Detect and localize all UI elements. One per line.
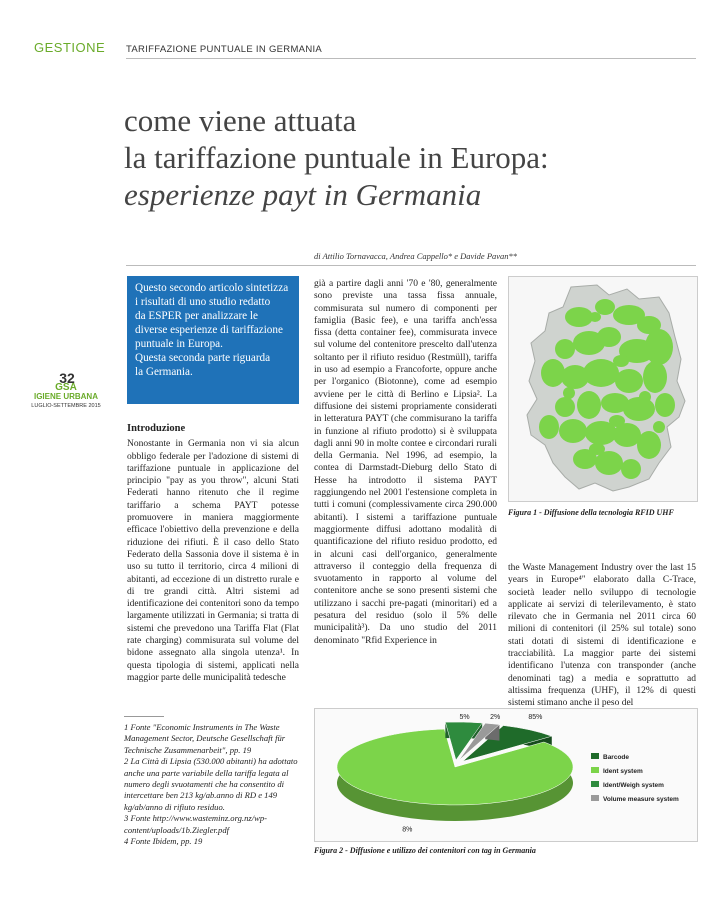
column-3 (508, 562, 696, 710)
byline-divider (126, 265, 696, 266)
legend-swatch-1 (591, 767, 599, 773)
map-region-18 (555, 397, 575, 417)
figure-1-caption: Figura 1 - Diffusione della tecnologia RFID UHF (508, 508, 674, 517)
intro-line: i risultati di uno studio redatto (135, 296, 271, 308)
map-region-30 (639, 391, 651, 403)
pie-chart (315, 709, 697, 841)
footnote: 2 La Città di Lipsia (530.000 abitanti) ha adottato anche una parte variabile della tariffa legata al numero degli svuotamenti che ha consentito di intercettare ben 213 kg/ab.anno di RD e 149 kg/ab/anno di rifiuto residuo. (124, 756, 298, 812)
map-region-16 (601, 393, 629, 413)
page-number: 32 (59, 370, 75, 386)
footnotes (124, 722, 300, 847)
pie-value-label-1: 8% (402, 826, 413, 834)
legend-label-2: Ident/Weigh system (603, 782, 664, 789)
brand-logo: GSA (55, 382, 77, 393)
intro-line: Questa seconda parte riguarda (135, 352, 271, 364)
body-text: Nonostante in Germania non vi sia alcun obbligo federale per l'adozione di sistemi di tariffazione puntuale in applicazione del principio "pay as you throw", alcuni Stati Federati hanno ritenuto che il regime tariffario a schema PAYT potesse promuovere in maniera maggiormente efficace l'obiettivo della prevenzione e della riduzione dei rifiuti. È il caso dello Stato Federato della Sassonia dove il sistema è in uso su tutto il territorio, circa 4 milioni di abitanti, ad eccezione di un distretto rurale e di tre grandi città. Altri sistemi ad identificazione dei contenitori sono da tempo largamente utilizzati in Germania; si tratta di sistemi che prevedono una Tariffa Flat (Flat rate charging) commisurata sul volume del bidone assegnato alla singola utenza¹. In questa tipologia di sistemi, applicati nella maggior parte delle municipalità tedesche (127, 439, 299, 683)
legend-label-0: Barcode (603, 754, 630, 761)
legend-label-1: Ident system (603, 768, 643, 775)
column-2 (314, 278, 497, 647)
pie-value-label-2: 5% (459, 714, 470, 721)
header-divider (126, 58, 696, 59)
section-heading: Introduzione (127, 423, 186, 434)
legend-swatch-2 (591, 781, 599, 787)
map-region-28 (613, 355, 629, 367)
map-region-1 (595, 299, 615, 315)
map-region-19 (539, 415, 559, 439)
magazine-brand (31, 383, 101, 401)
germany-map-image (509, 277, 697, 501)
body-text: the Waste Management Industry over the last 15 years in Europe⁴" elaborato dalla C-Trace, società leader nello sviluppo di tecnologie applicate ai servizi di telerilevamento, è stato rilevato che in Germania nel 2011 circa 60 milioni di contenitori (il 25% sul totale) sono stati dotati di sistemi di identificazione e tracciabilità. La maggior parte dei sistemi identificano l'utenza con transponder (anche denominati tag) a media e soprattutto ad altissima frequenza (UHF), il 12% di questi sistemi stimano anche il peso del (508, 563, 696, 709)
figure-1-map (508, 276, 698, 502)
legend-label-3: Volume measure system (603, 796, 679, 803)
map-region-13 (643, 361, 667, 393)
figure-2-chart (314, 708, 698, 842)
legend-swatch-0 (591, 753, 599, 759)
byline: di Attilio Tornavacca, Andrea Cappello* e Davide Pavan** (314, 251, 518, 261)
section-subtitle: TARIFFAZIONE PUNTUALE IN GERMANIA (126, 44, 323, 55)
map-region-20 (559, 419, 587, 443)
intro-line: Questo secondo articolo sintetizza (135, 282, 289, 294)
issue-date: LUGLIO-SETTEMBRE 2015 (31, 403, 101, 409)
map-region-8 (555, 339, 575, 359)
legend-swatch-3 (591, 795, 599, 801)
body-text: già a partire dagli anni '70 e '80, generalmente sono previste una tassa fissa annuale, commisurata sul numero di componenti per famiglia (Basic fee), e una tariffa anch'essa fissa (detta container fee), commisurata invece sul volume del contenitore prescelto dall'utenza soltanto per il rifiuto residuo (Restmüll), tariffa in uso ad esempio a Francoforte, oppure anche per l'organico (Biotonne), come ad esempio avviene per le città di Berlino e Lipsia². La diffusione dei sistemi propriamente considerati in letteratura PAYT (che commisurano la tariffa in funzione al rifiuto prodotto) si è sviluppata dagli anni 90 in molte contee e circondari rurali della Germania. Nel 1996, ad esempio, la contea di Darmstadt-Dieburg dello Stato di Hesse ha introdotto il sistema PAYT raggiungendo nel 2001 l'estensione completa in tutti i comuni (complessivamente circa 290.000 abitanti). I sistemi a tariffazione puntuale maggiormente diffusi adottano modalità di quantificazione del rifiuto residuo prodotto, ed in alcuni casi dell'organico, generalmente attraverso il conteggio della frequenza di svuotamento in rapporto al volume del contenitore anche se sono presenti sistemi che utilizzano i sacchi pre-pagati (minoritari) ed a pesatura del residuo (solo il 5% delle municipalità³). Da uno studio del 2011 denominato "Rfid Experience in (314, 279, 497, 646)
intro-line: da ESPER per analizzare le (135, 310, 259, 322)
map-region-17 (577, 391, 601, 419)
pie-value-label-3: 2% (490, 714, 501, 721)
map-region-27 (589, 312, 601, 322)
map-region-26 (621, 459, 641, 479)
map-region-31 (589, 443, 605, 455)
map-region-23 (637, 431, 661, 459)
section-label: GESTIONE (34, 40, 106, 55)
map-region-29 (563, 387, 575, 399)
pie-value-label-0: 85% (528, 714, 543, 721)
map-region-12 (615, 369, 643, 393)
map-region-32 (653, 421, 665, 433)
intro-line: puntuale in Europa. (135, 338, 223, 350)
title-line-1: come viene attuata (124, 103, 357, 138)
column-1 (127, 423, 299, 684)
map-region-0 (565, 307, 593, 327)
intro-box (127, 276, 299, 404)
footnote: 4 Fonte Ibidem, pp. 19 (124, 836, 203, 847)
map-region-9 (541, 359, 565, 387)
map-region-33 (609, 415, 625, 427)
article-title (124, 102, 549, 213)
map-region-14 (655, 393, 675, 417)
footnote: 3 Fonte http://www.wasteminz.org.nz/wp-content/uploads/1b.Ziegler.pdf (124, 813, 267, 835)
intro-line: diverse esperienze di tariffazione (135, 324, 283, 336)
intro-line: la Germania. (135, 366, 193, 378)
brand-name: IGIENE URBANA (33, 392, 98, 401)
map-region-7 (573, 331, 605, 355)
title-line-3: esperienze payt in Germania (124, 177, 482, 212)
footnote: 1 Fonte "Economic Instruments in The Waste Management Sector, Deutsche Gesellschaft für Technische Zusammenarbeit", pp. 19 (124, 722, 286, 755)
title-line-2: la tariffazione puntuale in Europa: (124, 140, 549, 175)
footnote-divider (124, 716, 164, 717)
figure-2-caption: Figura 2 - Diffusione e utilizzo dei contenitori con tag in Germania (314, 846, 536, 855)
